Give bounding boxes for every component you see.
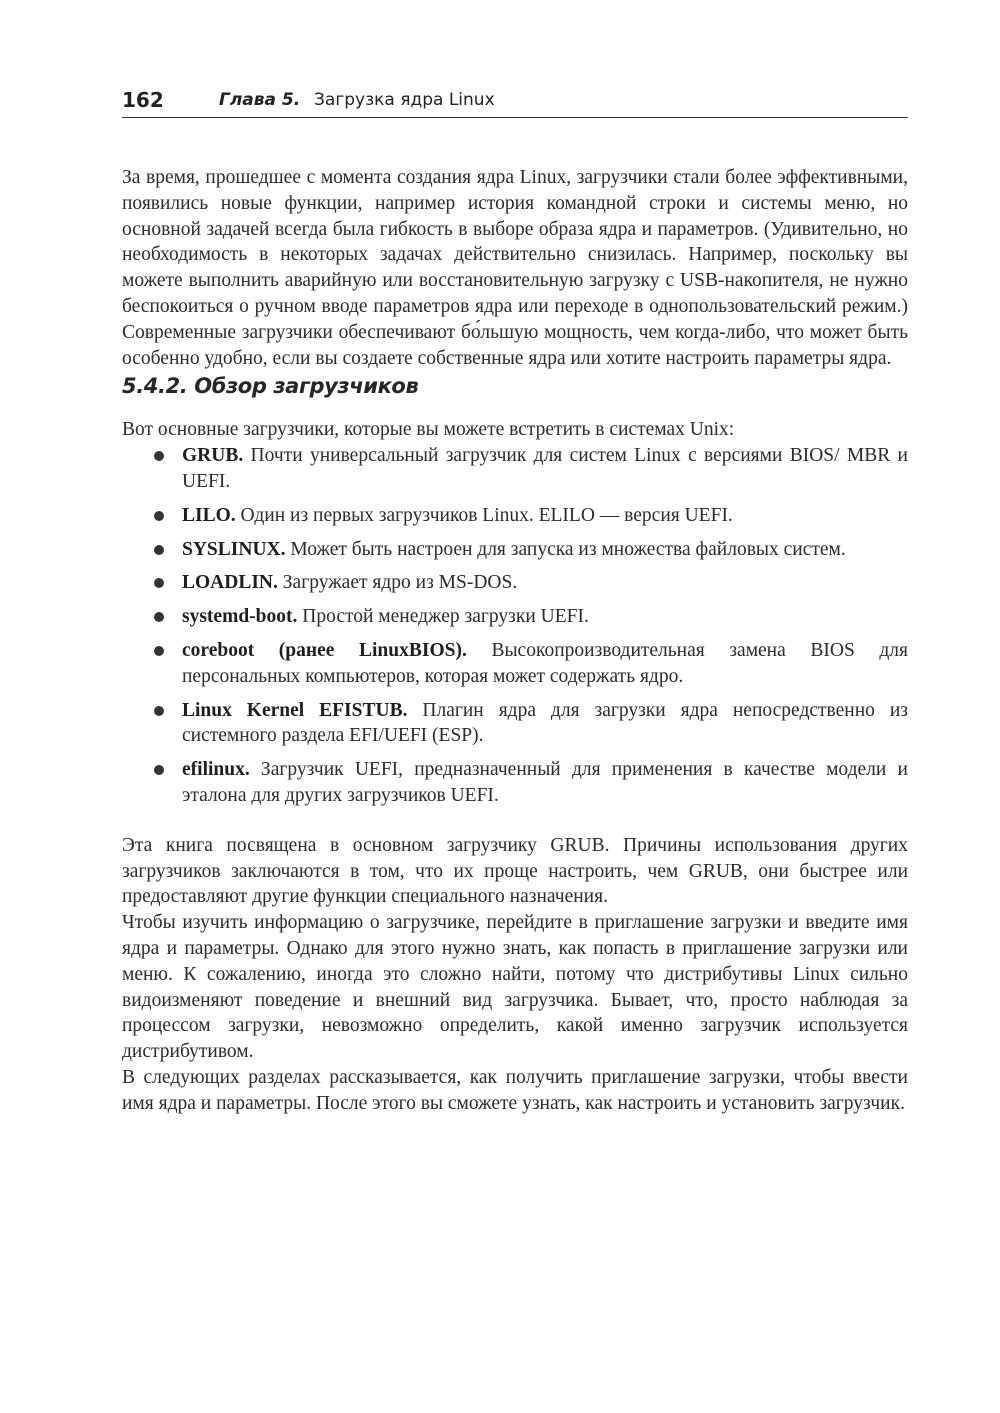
loader-name: SYSLINUX. — [182, 538, 286, 560]
body-paragraph: Чтобы изучить информацию о загрузчике, перейдите в приглашение загрузки и введите имя ядра и параметры. Однако для этого нужно знать, как попасть в приглашение загрузки или меню. К сожалению, иногда это сложно найти, потому что дистрибутивы Linux сильно видоизменяют поведение и внешний вид загрузчика. Бывает, что, просто наблюдая за процессом загрузки, невозможно определить, какой именно загрузчик используется дистрибутивом. — [122, 912, 908, 1063]
list-item — [122, 443, 908, 495]
bullet-icon — [154, 765, 164, 775]
bullet-icon — [154, 612, 164, 622]
loader-description: Высокопроизводительная замена BIOS для персональных компьютеров, которая может содержать ядро. — [182, 639, 908, 687]
bullet-icon — [154, 451, 164, 461]
loader-description: Почти универсальный загрузчик для систем Linux с версиями BIOS/ MBR и UEFI. — [182, 445, 908, 492]
list-lead-paragraph: Вот основные загрузчики, которые вы можете встретить в системах Unix: — [122, 419, 735, 441]
list-item — [122, 537, 908, 563]
loader-description: Простой менеджер загрузки UEFI. — [297, 606, 589, 628]
list-item — [122, 698, 908, 750]
chapter-label: Глава 5. — [219, 90, 301, 110]
bullet-icon — [154, 545, 164, 555]
loader-name: efilinux. — [182, 759, 250, 781]
list-item — [122, 570, 908, 596]
intro-paragraph: За время, прошедшее с момента создания ядра Linux, загрузчики стали более эффективными, появились новые функции, например история командной строки и системы меню, но основной задачей всегда была гибкость в выборе образа ядра и параметров. (Удивительно, но необходимость в некоторых задачах действительно снизилась. Например, поскольку вы можете выполнить аварийную или восстановительную загрузку с USB-накопителя, не нужно беспокоиться о ручном вводе параметров ядра или переходе в однопользовательский режим.) Современные загрузчики обеспечивают бо́льшую мощность, чем когда-либо, что может быть особенно удобно, если вы создаете собственные ядра или хотите настроить параметры ядра. — [122, 167, 908, 369]
bullet-icon — [154, 706, 164, 716]
loader-description: Один из первых загрузчиков Linux. ELILO — версия UEFI. — [235, 504, 733, 526]
body-paragraph: Эта книга посвящена в основном загрузчику GRUB. Причины использования других загрузчиков заключаются в том, что их проще настроить, чем GRUB, они быстрее или предоставляют другие функции специального назначения. — [122, 834, 908, 908]
loader-name: LOADLIN. — [182, 572, 278, 594]
list-item — [122, 604, 908, 630]
bullet-icon — [154, 578, 164, 588]
body-text — [122, 165, 908, 1117]
loader-name: LILO. — [182, 504, 236, 526]
bullet-icon — [154, 646, 164, 656]
list-item — [122, 757, 908, 809]
loader-description: Загружает ядро из MS-DOS. — [277, 572, 518, 594]
loader-description: Загрузчик UEFI, предназначенный для применения в качестве модели и эталона для других загрузчиков UEFI. — [182, 759, 908, 806]
header-divider — [122, 117, 908, 118]
running-head — [122, 86, 908, 116]
list-item — [122, 503, 908, 529]
loader-name: Linux Kernel EFISTUB. — [182, 699, 408, 721]
loader-description: Плагин ядра для загрузки ядра непосредственно из системного раздела EFI/UEFI (ESP). — [182, 699, 908, 747]
loader-name: GRUB. — [182, 445, 244, 467]
chapter-title: Загрузка ядра Linux — [314, 90, 495, 110]
page-number: 162 — [122, 88, 164, 112]
bootloader-list — [122, 443, 908, 809]
list-item — [122, 638, 908, 690]
loader-description: Может быть настроен для запуска из множества файловых систем. — [285, 538, 846, 560]
loader-name: systemd-boot. — [182, 606, 298, 628]
loader-name: coreboot (ранее LinuxBIOS). — [182, 639, 467, 661]
bullet-icon — [154, 511, 164, 521]
body-paragraph: В следующих разделах рассказывается, как получить приглашение загрузки, чтобы ввести имя ядра и параметры. После этого вы сможете узнать, как настроить и установить загрузчик. — [122, 1066, 908, 1114]
section-heading: 5.4.2. Обзор загрузчиков — [122, 374, 419, 399]
